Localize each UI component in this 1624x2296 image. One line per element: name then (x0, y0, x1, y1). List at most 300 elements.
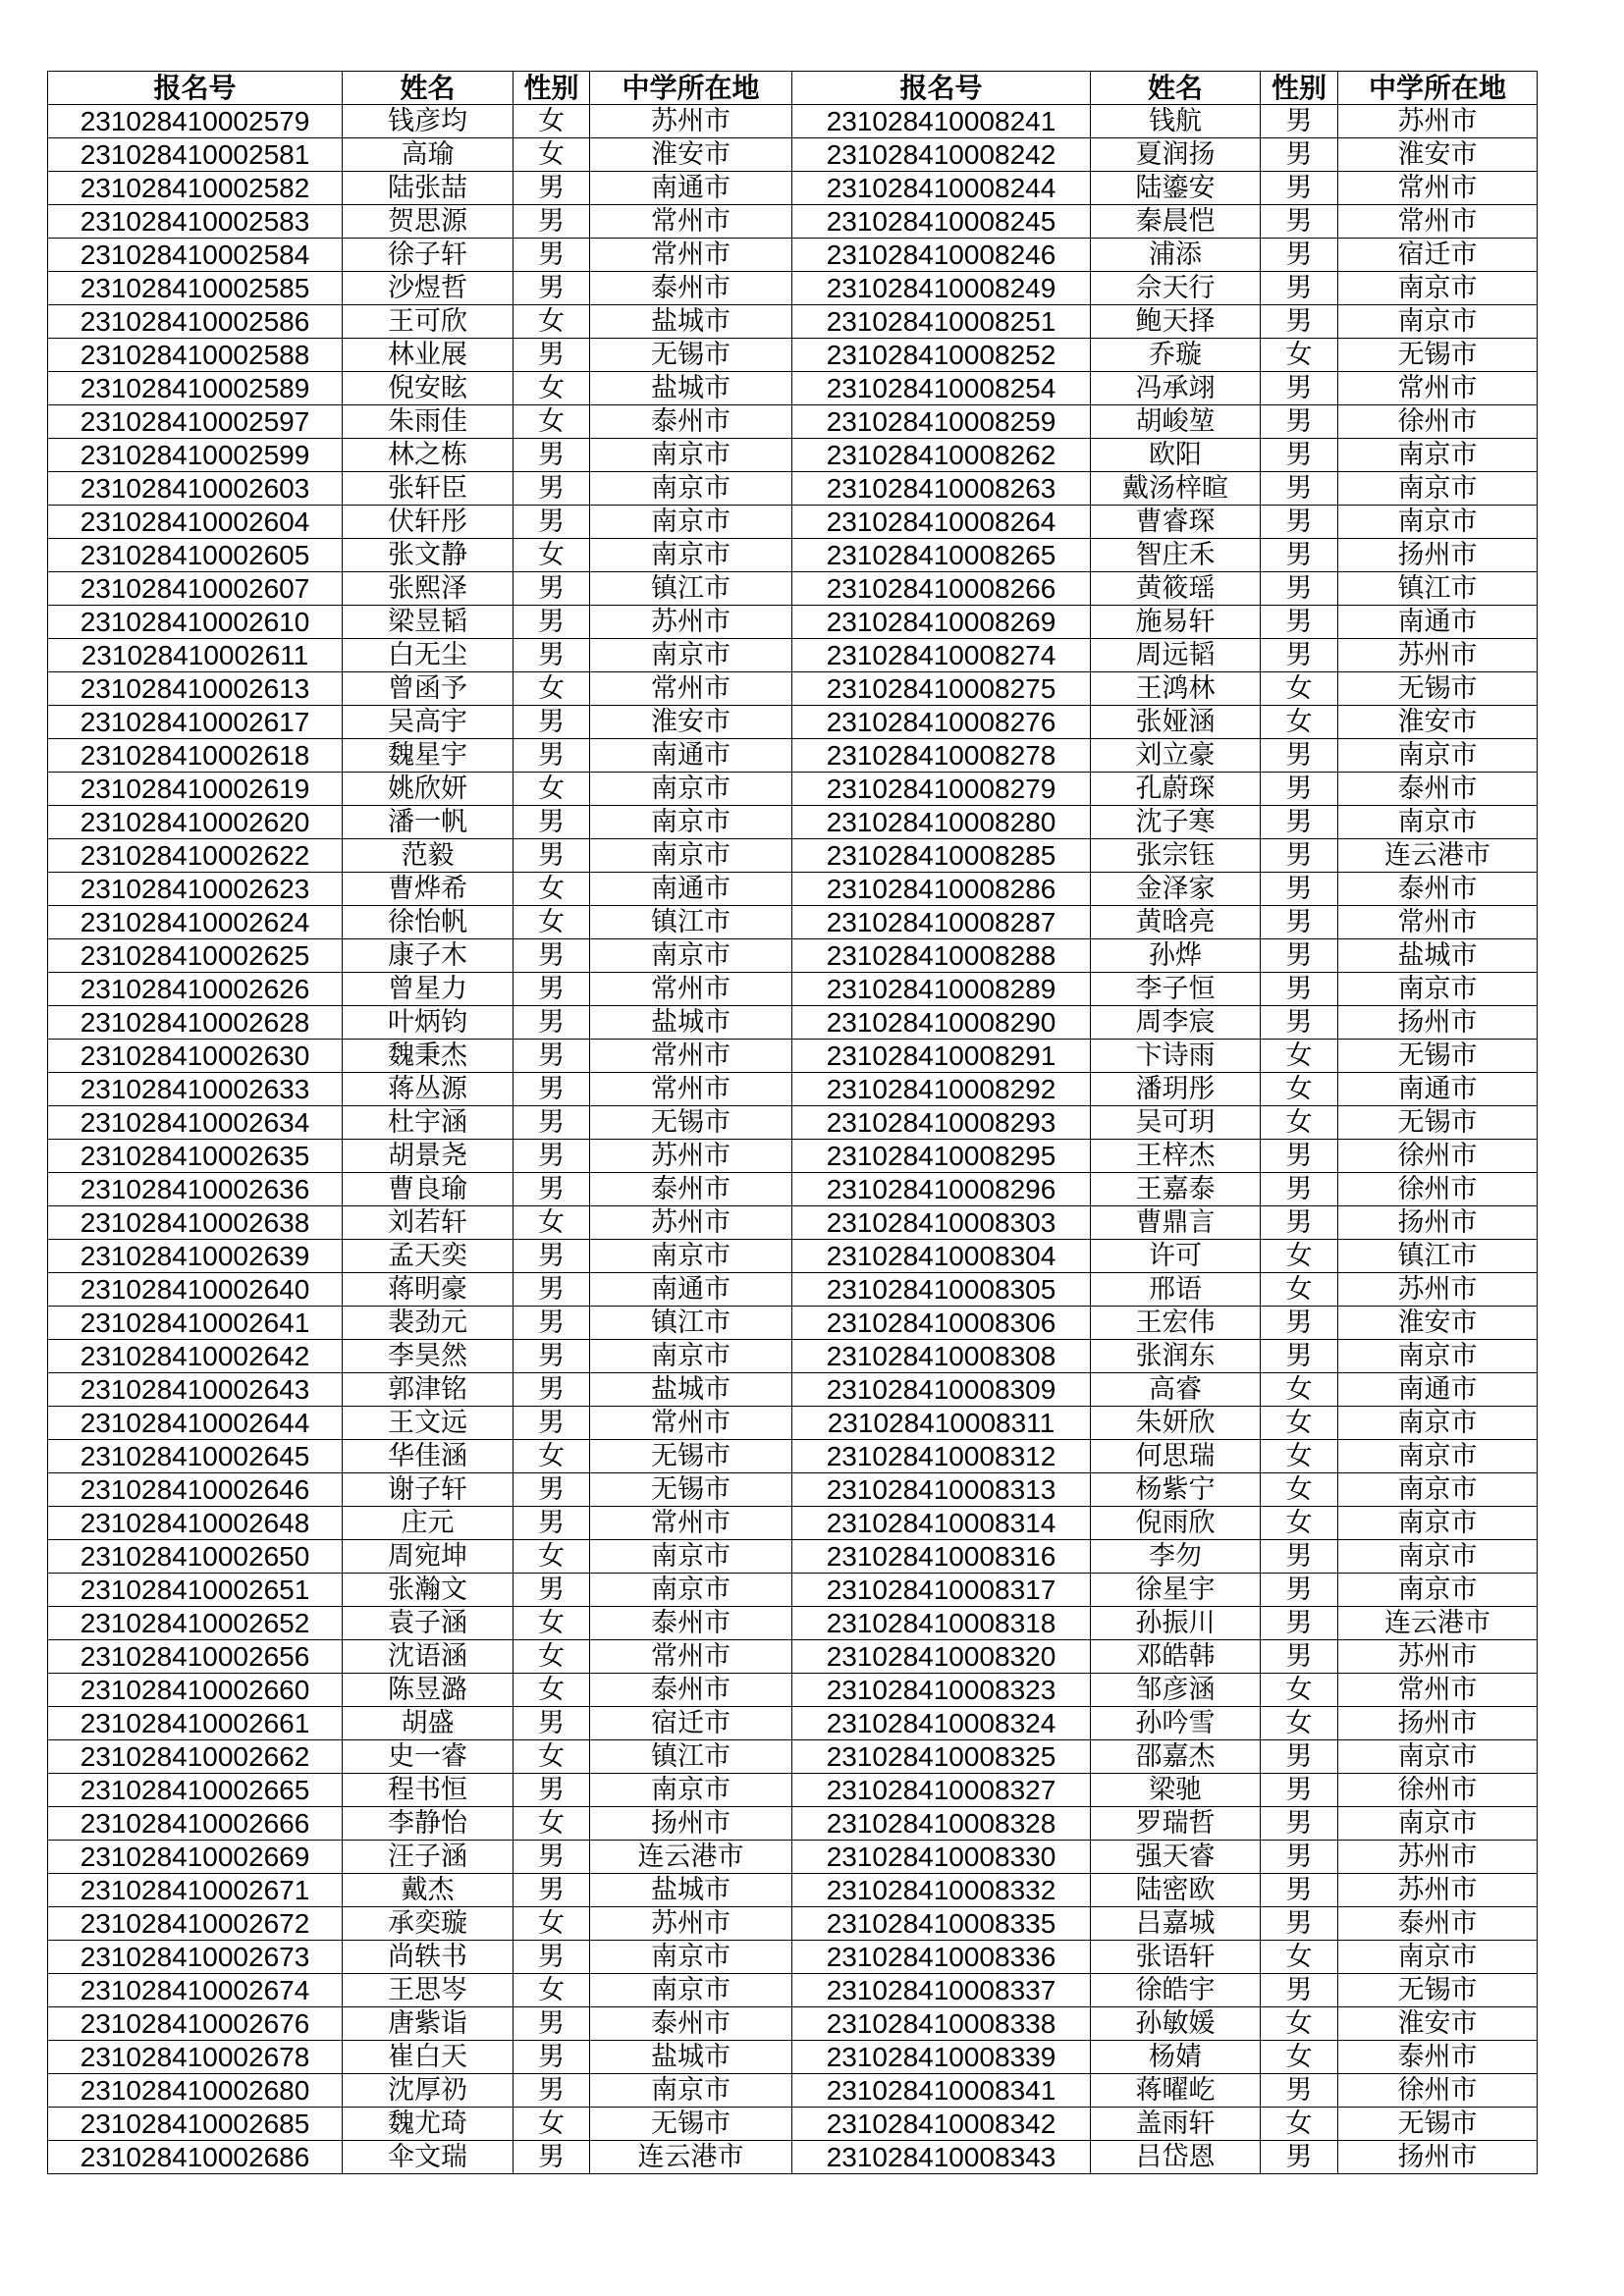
cell-gender: 男 (514, 1073, 590, 1106)
cell-registration-number: 231028410002618 (48, 739, 343, 773)
column-header-name: 姓名 (1091, 72, 1261, 105)
cell-school-city: 南京市 (1338, 1473, 1538, 1507)
cell-gender: 男 (514, 2074, 590, 2108)
cell-school-city: 苏州市 (590, 1907, 792, 1941)
cell-school-city: 淮安市 (590, 706, 792, 739)
cell-name: 张润东 (1091, 1340, 1261, 1373)
table-row (48, 472, 1538, 506)
column-header-registration-number: 报名号 (48, 72, 343, 105)
cell-registration-number: 231028410008320 (792, 1640, 1091, 1674)
cell-name: 承奕璇 (343, 1907, 514, 1941)
column-header-gender: 性别 (514, 72, 590, 105)
cell-gender: 男 (514, 572, 590, 606)
cell-gender: 女 (514, 138, 590, 172)
cell-registration-number: 231028410002626 (48, 973, 343, 1006)
cell-gender: 男 (514, 2007, 590, 2041)
cell-gender: 男 (1261, 239, 1338, 272)
cell-school-city: 南京市 (590, 1540, 792, 1574)
cell-name: 李静怡 (343, 1807, 514, 1841)
table-row (48, 1807, 1538, 1841)
cell-registration-number: 231028410008274 (792, 639, 1091, 672)
cell-school-city: 苏州市 (1338, 1874, 1538, 1907)
cell-name: 沈语涵 (343, 1640, 514, 1674)
cell-registration-number: 231028410002669 (48, 1841, 343, 1874)
cell-gender: 男 (514, 1240, 590, 1273)
cell-gender: 男 (1261, 506, 1338, 539)
cell-registration-number: 231028410002581 (48, 138, 343, 172)
cell-school-city: 南京市 (1338, 272, 1538, 305)
cell-school-city: 常州市 (590, 1407, 792, 1440)
cell-school-city: 南京市 (1338, 1574, 1538, 1607)
cell-school-city: 苏州市 (1338, 1640, 1538, 1674)
cell-registration-number: 231028410002645 (48, 1440, 343, 1473)
cell-school-city: 泰州市 (1338, 773, 1538, 806)
cell-school-city: 南通市 (590, 739, 792, 773)
cell-gender: 男 (1261, 1173, 1338, 1206)
cell-school-city: 南京市 (590, 2074, 792, 2108)
cell-name: 冯承翊 (1091, 372, 1261, 405)
table-row (48, 1674, 1538, 1707)
cell-gender: 男 (1261, 639, 1338, 672)
cell-registration-number: 231028410008254 (792, 372, 1091, 405)
cell-gender: 男 (1261, 1841, 1338, 1874)
cell-name: 钱彦均 (343, 105, 514, 138)
cell-name: 胡盛 (343, 1707, 514, 1740)
cell-registration-number: 231028410002660 (48, 1674, 343, 1707)
cell-school-city: 无锡市 (1338, 2108, 1538, 2141)
cell-school-city: 苏州市 (590, 1140, 792, 1173)
cell-school-city: 南通市 (1338, 1373, 1538, 1407)
cell-name: 朱妍欣 (1091, 1407, 1261, 1440)
cell-gender: 男 (514, 272, 590, 305)
cell-school-city: 扬州市 (1338, 1707, 1538, 1740)
cell-school-city: 常州市 (1338, 205, 1538, 239)
cell-school-city: 无锡市 (1338, 1040, 1538, 1073)
cell-name: 梁驰 (1091, 1774, 1261, 1807)
cell-registration-number: 231028410002624 (48, 906, 343, 939)
cell-registration-number: 231028410002628 (48, 1006, 343, 1040)
cell-school-city: 盐城市 (590, 2041, 792, 2074)
cell-name: 陈昱潞 (343, 1674, 514, 1707)
table-row (48, 1607, 1538, 1640)
cell-name: 张熙泽 (343, 572, 514, 606)
table-row (48, 1507, 1538, 1540)
table-body (48, 105, 1538, 2174)
cell-school-city: 淮安市 (590, 138, 792, 172)
cell-registration-number: 231028410002642 (48, 1340, 343, 1373)
cell-name: 庄元 (343, 1507, 514, 1540)
table-row (48, 572, 1538, 606)
cell-school-city: 连云港市 (1338, 1607, 1538, 1640)
table-row (48, 1974, 1538, 2007)
cell-name: 李勿 (1091, 1540, 1261, 1574)
cell-name: 魏秉杰 (343, 1040, 514, 1073)
cell-registration-number: 231028410002613 (48, 672, 343, 706)
cell-gender: 男 (514, 739, 590, 773)
cell-gender: 男 (514, 973, 590, 1006)
cell-registration-number: 231028410002665 (48, 1774, 343, 1807)
cell-name: 鲍天择 (1091, 305, 1261, 339)
cell-name: 杨紫宁 (1091, 1473, 1261, 1507)
cell-registration-number: 231028410002648 (48, 1507, 343, 1540)
table-row (48, 105, 1538, 138)
cell-school-city: 扬州市 (1338, 1206, 1538, 1240)
cell-gender: 男 (514, 2141, 590, 2174)
cell-school-city: 扬州市 (590, 1807, 792, 1841)
table-row (48, 1707, 1538, 1740)
cell-name: 李昊然 (343, 1340, 514, 1373)
cell-name: 刘立豪 (1091, 739, 1261, 773)
cell-name: 白无尘 (343, 639, 514, 672)
cell-gender: 男 (1261, 973, 1338, 1006)
cell-registration-number: 231028410002678 (48, 2041, 343, 2074)
cell-registration-number: 231028410002640 (48, 1273, 343, 1307)
cell-name: 蒋丛源 (343, 1073, 514, 1106)
cell-gender: 男 (514, 2041, 590, 2074)
cell-gender: 男 (1261, 1574, 1338, 1607)
cell-registration-number: 231028410008317 (792, 1574, 1091, 1607)
cell-gender: 女 (514, 2108, 590, 2141)
cell-registration-number: 231028410008316 (792, 1540, 1091, 1574)
cell-gender: 女 (1261, 2041, 1338, 2074)
table-row (48, 1307, 1538, 1340)
cell-school-city: 宿迁市 (590, 1707, 792, 1740)
cell-name: 伞文瑞 (343, 2141, 514, 2174)
table-row (48, 205, 1538, 239)
cell-school-city: 泰州市 (1338, 1907, 1538, 1941)
cell-gender: 男 (1261, 1607, 1338, 1640)
cell-registration-number: 231028410002643 (48, 1373, 343, 1407)
cell-registration-number: 231028410008241 (792, 105, 1091, 138)
cell-gender: 男 (1261, 1774, 1338, 1807)
cell-name: 强天睿 (1091, 1841, 1261, 1874)
cell-school-city: 无锡市 (590, 1473, 792, 1507)
cell-school-city: 连云港市 (590, 1841, 792, 1874)
cell-school-city: 南通市 (590, 873, 792, 906)
cell-gender: 男 (1261, 1540, 1338, 1574)
cell-gender: 男 (1261, 906, 1338, 939)
table-row (48, 1440, 1538, 1473)
cell-school-city: 镇江市 (590, 1307, 792, 1340)
cell-school-city: 泰州市 (1338, 873, 1538, 906)
cell-registration-number: 231028410008314 (792, 1507, 1091, 1540)
cell-registration-number: 231028410002673 (48, 1941, 343, 1974)
cell-gender: 男 (514, 1373, 590, 1407)
cell-registration-number: 231028410002676 (48, 2007, 343, 2041)
cell-name: 沈子寒 (1091, 806, 1261, 839)
cell-registration-number: 231028410002605 (48, 539, 343, 572)
cell-name: 沈厚礽 (343, 2074, 514, 2108)
cell-gender: 男 (514, 1473, 590, 1507)
cell-gender: 女 (1261, 706, 1338, 739)
cell-school-city: 镇江市 (1338, 1240, 1538, 1273)
cell-school-city: 连云港市 (590, 2141, 792, 2174)
cell-school-city: 常州市 (590, 973, 792, 1006)
cell-name: 高睿 (1091, 1373, 1261, 1407)
cell-gender: 男 (1261, 806, 1338, 839)
cell-name: 徐星宇 (1091, 1574, 1261, 1607)
cell-gender: 男 (514, 1941, 590, 1974)
cell-name: 曹烨希 (343, 873, 514, 906)
cell-registration-number: 231028410002638 (48, 1206, 343, 1240)
cell-gender: 男 (1261, 172, 1338, 205)
cell-school-city: 南通市 (1338, 606, 1538, 639)
cell-gender: 女 (514, 105, 590, 138)
table-row (48, 1407, 1538, 1440)
cell-name: 曹良瑜 (343, 1173, 514, 1206)
cell-registration-number: 231028410002623 (48, 873, 343, 906)
cell-registration-number: 231028410008252 (792, 339, 1091, 372)
cell-school-city: 常州市 (590, 1040, 792, 1073)
cell-gender: 男 (514, 1507, 590, 1540)
cell-registration-number: 231028410008304 (792, 1240, 1091, 1273)
cell-name: 刘若轩 (343, 1206, 514, 1240)
cell-gender: 女 (1261, 2108, 1338, 2141)
cell-school-city: 镇江市 (590, 572, 792, 606)
cell-school-city: 南京市 (590, 839, 792, 873)
cell-gender: 女 (1261, 1407, 1338, 1440)
cell-gender: 女 (514, 1440, 590, 1473)
cell-gender: 男 (514, 806, 590, 839)
cell-name: 戴汤梓暄 (1091, 472, 1261, 506)
cell-name: 智庄禾 (1091, 539, 1261, 572)
cell-school-city: 苏州市 (1338, 105, 1538, 138)
cell-name: 林之栋 (343, 439, 514, 472)
cell-gender: 男 (1261, 739, 1338, 773)
cell-school-city: 常州市 (1338, 1674, 1538, 1707)
cell-name: 康子木 (343, 939, 514, 973)
cell-gender: 男 (514, 205, 590, 239)
cell-school-city: 镇江市 (590, 906, 792, 939)
column-header-name: 姓名 (343, 72, 514, 105)
cell-school-city: 南京市 (590, 1240, 792, 1273)
cell-registration-number: 231028410008276 (792, 706, 1091, 739)
cell-school-city: 常州市 (590, 205, 792, 239)
cell-school-city: 淮安市 (1338, 706, 1538, 739)
cell-school-city: 苏州市 (590, 105, 792, 138)
cell-gender: 男 (1261, 138, 1338, 172)
cell-name: 尚轶书 (343, 1941, 514, 1974)
cell-gender: 女 (1261, 672, 1338, 706)
cell-registration-number: 231028410002585 (48, 272, 343, 305)
cell-registration-number: 231028410002662 (48, 1740, 343, 1774)
cell-registration-number: 231028410002671 (48, 1874, 343, 1907)
table-row (48, 1206, 1538, 1240)
cell-registration-number: 231028410002672 (48, 1907, 343, 1941)
cell-name: 张轩臣 (343, 472, 514, 506)
cell-registration-number: 231028410008330 (792, 1841, 1091, 1874)
cell-name: 吕嘉城 (1091, 1907, 1261, 1941)
cell-name: 华佳涵 (343, 1440, 514, 1473)
cell-name: 周李宸 (1091, 1006, 1261, 1040)
column-header-registration-number: 报名号 (792, 72, 1091, 105)
cell-name: 许可 (1091, 1240, 1261, 1273)
cell-gender: 男 (1261, 272, 1338, 305)
cell-school-city: 南京市 (1338, 1740, 1538, 1774)
cell-gender: 男 (514, 1340, 590, 1373)
cell-school-city: 南京市 (590, 1574, 792, 1607)
cell-gender: 男 (1261, 572, 1338, 606)
cell-registration-number: 231028410008242 (792, 138, 1091, 172)
cell-gender: 男 (514, 1407, 590, 1440)
cell-registration-number: 231028410002619 (48, 773, 343, 806)
cell-gender: 女 (1261, 1507, 1338, 1540)
cell-registration-number: 231028410002607 (48, 572, 343, 606)
cell-registration-number: 231028410002603 (48, 472, 343, 506)
cell-name: 浦添 (1091, 239, 1261, 272)
cell-school-city: 南京市 (1338, 739, 1538, 773)
cell-name: 秦晨恺 (1091, 205, 1261, 239)
cell-registration-number: 231028410002588 (48, 339, 343, 372)
cell-registration-number: 231028410002661 (48, 1707, 343, 1740)
cell-name: 胡景尧 (343, 1140, 514, 1173)
cell-name: 孟天奕 (343, 1240, 514, 1273)
cell-school-city: 南京市 (1338, 1440, 1538, 1473)
admission-list-table (47, 71, 1538, 2174)
cell-name: 张瀚文 (343, 1574, 514, 1607)
cell-gender: 女 (514, 305, 590, 339)
cell-name: 佘天行 (1091, 272, 1261, 305)
cell-school-city: 淮安市 (1338, 1307, 1538, 1340)
cell-gender: 男 (1261, 405, 1338, 439)
cell-registration-number: 231028410008287 (792, 906, 1091, 939)
cell-gender: 女 (1261, 1240, 1338, 1273)
cell-name: 魏尤琦 (343, 2108, 514, 2141)
cell-gender: 男 (514, 1774, 590, 1807)
cell-name: 黄筱瑶 (1091, 572, 1261, 606)
cell-school-city: 淮安市 (1338, 138, 1538, 172)
cell-gender: 女 (514, 1607, 590, 1640)
cell-gender: 女 (514, 1206, 590, 1240)
cell-registration-number: 231028410008289 (792, 973, 1091, 1006)
table-row (48, 806, 1538, 839)
cell-school-city: 南通市 (1338, 1073, 1538, 1106)
cell-name: 施易轩 (1091, 606, 1261, 639)
cell-registration-number: 231028410008246 (792, 239, 1091, 272)
cell-name: 陆张喆 (343, 172, 514, 205)
cell-registration-number: 231028410008337 (792, 1974, 1091, 2007)
cell-gender: 女 (514, 1740, 590, 1774)
cell-name: 张娅涵 (1091, 706, 1261, 739)
cell-gender: 男 (1261, 1640, 1338, 1674)
cell-name: 张语轩 (1091, 1941, 1261, 1974)
cell-name: 杨婧 (1091, 2041, 1261, 2074)
cell-registration-number: 231028410008311 (792, 1407, 1091, 1440)
column-header-school-city: 中学所在地 (1338, 72, 1538, 105)
cell-registration-number: 231028410008323 (792, 1674, 1091, 1707)
cell-gender: 男 (1261, 873, 1338, 906)
cell-gender: 女 (1261, 1373, 1338, 1407)
cell-name: 何思瑞 (1091, 1440, 1261, 1473)
table-row (48, 1040, 1538, 1073)
cell-gender: 女 (514, 1807, 590, 1841)
cell-registration-number: 231028410008291 (792, 1040, 1091, 1073)
cell-name: 乔璇 (1091, 339, 1261, 372)
cell-name: 戴杰 (343, 1874, 514, 1907)
cell-name: 钱航 (1091, 105, 1261, 138)
cell-school-city: 淮安市 (1338, 2007, 1538, 2041)
cell-school-city: 徐州市 (1338, 1173, 1538, 1206)
cell-name: 徐皓宇 (1091, 1974, 1261, 2007)
cell-name: 邓皓韩 (1091, 1640, 1261, 1674)
table-row (48, 906, 1538, 939)
cell-name: 曹鼎言 (1091, 1206, 1261, 1240)
cell-school-city: 南京市 (590, 939, 792, 973)
cell-gender: 女 (1261, 1073, 1338, 1106)
table-row (48, 1240, 1538, 1273)
table-row (48, 1106, 1538, 1140)
table-row (48, 706, 1538, 739)
cell-gender: 男 (1261, 1140, 1338, 1173)
cell-name: 孔蔚琛 (1091, 773, 1261, 806)
table-row (48, 1140, 1538, 1173)
cell-name: 倪雨欣 (1091, 1507, 1261, 1540)
cell-gender: 男 (514, 1841, 590, 1874)
cell-gender: 男 (1261, 773, 1338, 806)
cell-school-city: 常州市 (1338, 172, 1538, 205)
cell-name: 周宛坤 (343, 1540, 514, 1574)
cell-school-city: 南京市 (1338, 973, 1538, 1006)
cell-registration-number: 231028410002604 (48, 506, 343, 539)
cell-school-city: 南京市 (1338, 1507, 1538, 1540)
cell-school-city: 盐城市 (590, 1373, 792, 1407)
table-row (48, 1574, 1538, 1607)
cell-gender: 男 (514, 1707, 590, 1740)
cell-name: 伏轩彤 (343, 506, 514, 539)
cell-name: 徐子轩 (343, 239, 514, 272)
cell-gender: 女 (514, 906, 590, 939)
cell-school-city: 南京市 (590, 1774, 792, 1807)
cell-registration-number: 231028410008343 (792, 2141, 1091, 2174)
cell-name: 孙敏媛 (1091, 2007, 1261, 2041)
table-row (48, 1907, 1538, 1941)
cell-school-city: 无锡市 (1338, 672, 1538, 706)
cell-name: 高瑜 (343, 138, 514, 172)
cell-registration-number: 231028410002656 (48, 1640, 343, 1674)
cell-name: 崔白天 (343, 2041, 514, 2074)
cell-name: 曾函予 (343, 672, 514, 706)
cell-registration-number: 231028410008339 (792, 2041, 1091, 2074)
cell-school-city: 苏州市 (590, 606, 792, 639)
cell-school-city: 泰州市 (590, 2007, 792, 2041)
cell-name: 邢语 (1091, 1273, 1261, 1307)
cell-name: 蒋曜屹 (1091, 2074, 1261, 2108)
cell-school-city: 常州市 (590, 672, 792, 706)
cell-registration-number: 231028410008249 (792, 272, 1091, 305)
cell-registration-number: 231028410008303 (792, 1206, 1091, 1240)
cell-registration-number: 231028410002641 (48, 1307, 343, 1340)
cell-school-city: 南京市 (1338, 1540, 1538, 1574)
cell-gender: 男 (514, 639, 590, 672)
cell-school-city: 南京市 (590, 773, 792, 806)
cell-gender: 男 (514, 1040, 590, 1073)
cell-school-city: 南京市 (1338, 1407, 1538, 1440)
cell-gender: 女 (1261, 1106, 1338, 1140)
cell-school-city: 苏州市 (1338, 1273, 1538, 1307)
cell-school-city: 徐州市 (1338, 1140, 1538, 1173)
cell-gender: 男 (514, 706, 590, 739)
cell-gender: 男 (514, 1874, 590, 1907)
cell-registration-number: 231028410002674 (48, 1974, 343, 2007)
cell-gender: 男 (514, 939, 590, 973)
cell-school-city: 泰州市 (590, 1607, 792, 1640)
cell-registration-number: 231028410008285 (792, 839, 1091, 873)
cell-registration-number: 231028410008290 (792, 1006, 1091, 1040)
cell-school-city: 南京市 (590, 1340, 792, 1373)
cell-registration-number: 231028410008293 (792, 1106, 1091, 1140)
cell-gender: 男 (1261, 839, 1338, 873)
cell-school-city: 常州市 (1338, 906, 1538, 939)
